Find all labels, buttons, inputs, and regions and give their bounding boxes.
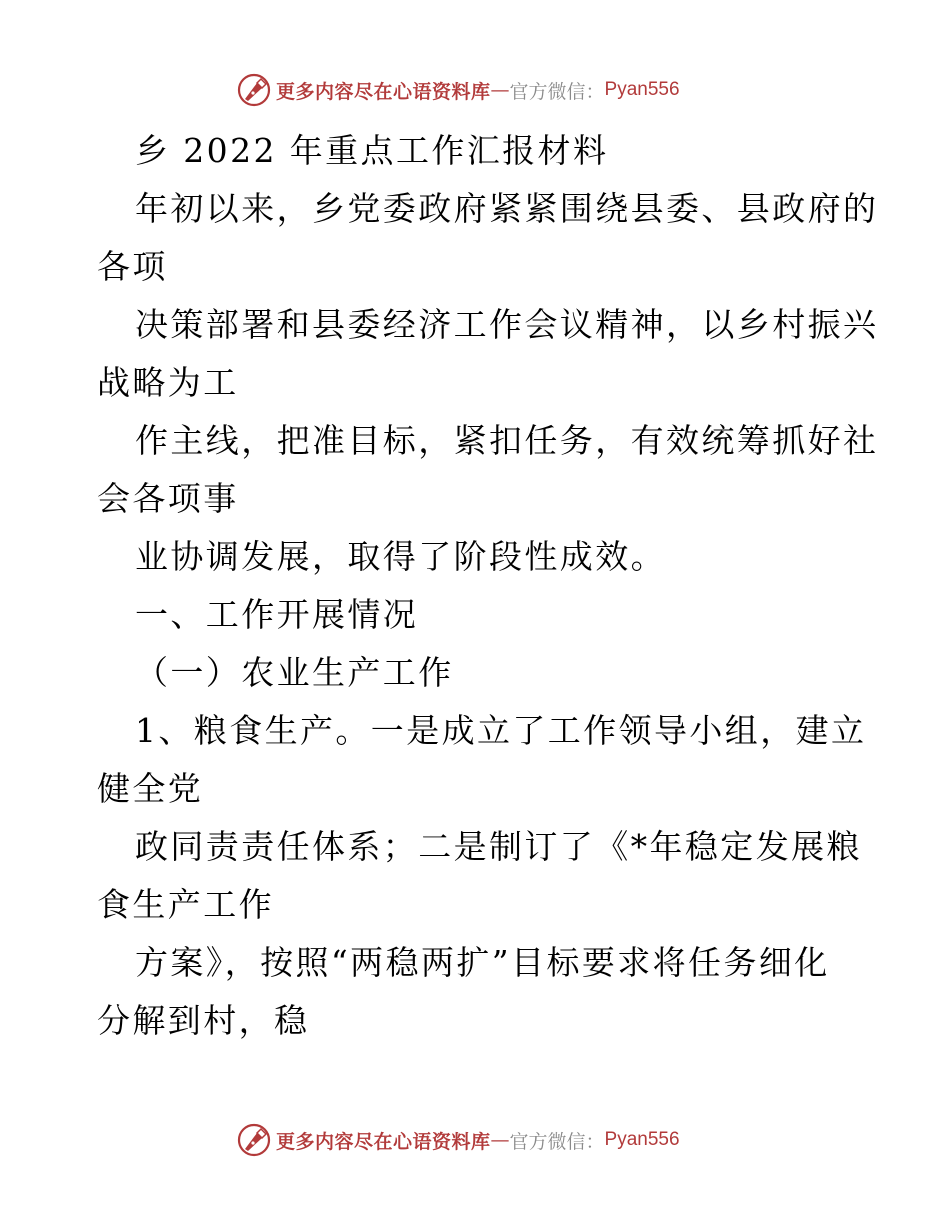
pen-nib-logo-icon [236, 72, 272, 108]
watermark-label: 官方微信： [509, 80, 605, 103]
watermark-id: Pyan556 [604, 79, 680, 100]
document-line: 业协调发展，取得了阶段性成效。 [135, 537, 666, 576]
document-line: 年初以来，乡党委政府紧紧围绕县委、县政府的 [135, 189, 879, 228]
subsection-heading: （一）农业生产工作 [135, 653, 454, 692]
document-line: 会各项事 [97, 479, 239, 518]
section-heading: 一、工作开展情况 [135, 595, 419, 634]
watermark-brand: 更多内容尽在心语资料库 [276, 1130, 491, 1153]
document-line: 方案》，按照“两稳两扩”目标要求将任务细化 [135, 943, 830, 982]
document-line: 战略为工 [97, 363, 239, 402]
document-line: 决策部署和县委经济工作会议精神，以乡村振兴 [135, 305, 879, 344]
pen-nib-logo-icon [236, 1122, 272, 1158]
watermark-brand: 更多内容尽在心语资料库 [276, 80, 491, 103]
document-line: 1、粮食生产。一是成立了工作领导小组，建立 [135, 711, 867, 750]
document-line: 政同责责任体系；二是制订了《*年稳定发展粮 [135, 827, 862, 866]
document-line: 分解到村，稳 [97, 1001, 310, 1040]
header-watermark [236, 72, 680, 108]
watermark-id: Pyan556 [604, 1129, 680, 1150]
document-line: 健全党 [97, 769, 204, 808]
document-line: 食生产工作 [97, 885, 274, 924]
watermark-label: 官方微信： [509, 1130, 605, 1153]
document-title: 乡 2022 年重点工作汇报材料 [135, 131, 609, 170]
watermark-dash: — [490, 79, 510, 101]
watermark-dash: — [490, 1129, 510, 1151]
document-body [97, 122, 879, 1050]
document-line: 作主线，把准目标，紧扣任务，有效统筹抓好社 [135, 421, 879, 460]
footer-watermark [236, 1122, 680, 1158]
document-line: 各项 [97, 247, 168, 286]
